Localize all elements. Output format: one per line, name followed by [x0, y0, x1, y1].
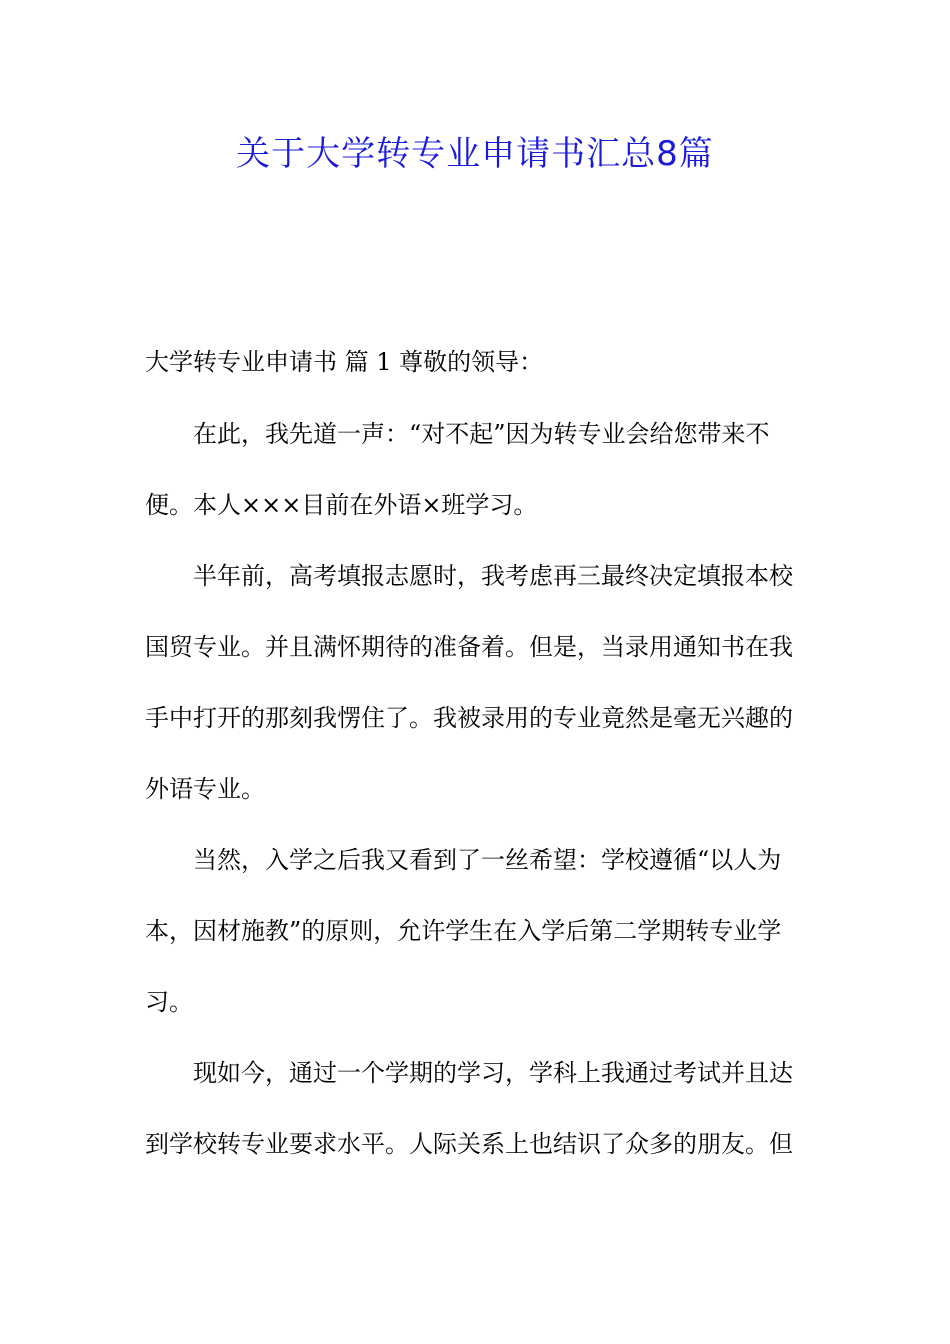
paragraph-line: 习。	[145, 988, 193, 1016]
paragraph-line: 半年前，高考填报志愿时，我考虑再三最终决定填报本校	[193, 562, 793, 590]
section-heading-line: 大学转专业申请书 篇 1 尊敬的领导：	[145, 348, 544, 376]
paragraph-line: 现如今，通过一个学期的学习，学科上我通过考试并且达	[193, 1059, 793, 1087]
document-title: 关于大学转专业申请书汇总8篇	[236, 134, 714, 174]
paragraph-line: 在此，我先道一声：“对不起”因为转专业会给您带来不	[193, 420, 770, 448]
paragraph-line: 本，因材施教”的原则，允许学生在入学后第二学期转专业学	[145, 917, 782, 945]
paragraph-line: 国贸专业。并且满怀期待的准备着。但是，当录用通知书在我	[145, 633, 793, 661]
paragraph-line: 手中打开的那刻我愣住了。我被录用的专业竟然是毫无兴趣的	[145, 704, 793, 732]
paragraph-line: 外语专业。	[145, 775, 265, 803]
paragraph-line: 到学校转专业要求水平。人际关系上也结识了众多的朋友。但	[145, 1130, 793, 1158]
paragraph-line: 便。本人×××目前在外语×班学习。	[145, 491, 538, 519]
paragraph-line: 当然，入学之后我又看到了一丝希望：学校遵循“以人为	[193, 846, 782, 874]
document-body	[145, 334, 807, 1187]
